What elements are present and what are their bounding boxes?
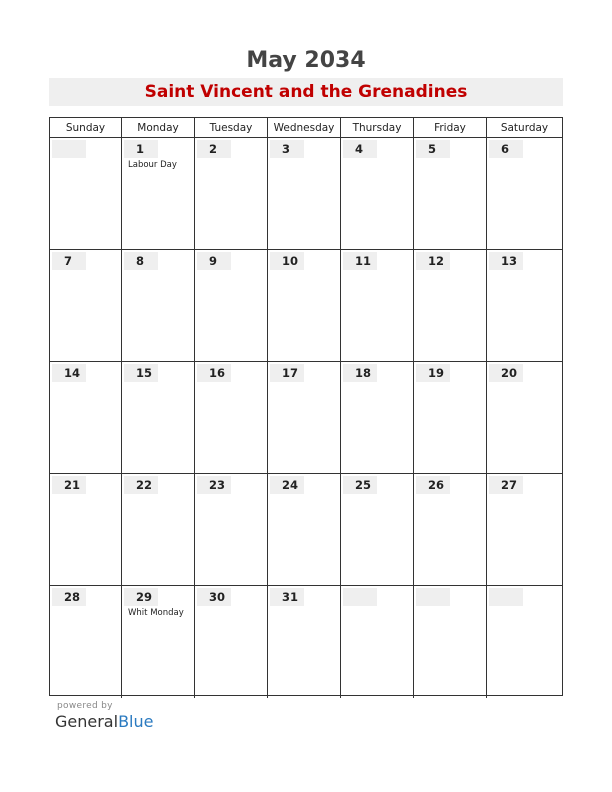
- day-cell: [122, 474, 195, 585]
- day-cell: [122, 362, 195, 473]
- day-cell: [341, 586, 414, 698]
- day-number: 15: [124, 364, 158, 382]
- day-number: 10: [270, 252, 304, 270]
- day-number: 23: [197, 476, 231, 494]
- day-cell: [122, 586, 195, 698]
- day-cell: [122, 138, 195, 249]
- day-cell: [195, 362, 268, 473]
- day-cell: [50, 362, 122, 473]
- day-number: 8: [124, 252, 158, 270]
- day-number: 6: [489, 140, 523, 158]
- day-number: 19: [416, 364, 450, 382]
- day-cell: [341, 362, 414, 473]
- weekday-wednesday: Wednesday: [268, 118, 341, 137]
- day-cell: [268, 250, 341, 361]
- day-cell: [195, 586, 268, 698]
- day-number: 2: [197, 140, 231, 158]
- day-cell: [414, 474, 487, 585]
- day-number: 18: [343, 364, 377, 382]
- weekday-monday: Monday: [122, 118, 195, 137]
- day-number: 27: [489, 476, 523, 494]
- day-number: [343, 588, 377, 606]
- day-cell: [50, 586, 122, 698]
- day-cell: [268, 362, 341, 473]
- day-cell: [268, 474, 341, 585]
- brand-blue-text: Blue: [118, 712, 154, 731]
- day-cell: [487, 474, 562, 585]
- weekday-friday: Friday: [414, 118, 487, 137]
- week-row: [50, 138, 562, 250]
- generalblue-logo: [55, 712, 153, 731]
- day-number: 14: [52, 364, 86, 382]
- day-cell: [487, 250, 562, 361]
- day-cell: [487, 138, 562, 249]
- country-banner: Saint Vincent and the Grenadines: [49, 78, 563, 106]
- holiday-label: Whit Monday: [128, 608, 184, 618]
- day-number: 13: [489, 252, 523, 270]
- weekday-sunday: Sunday: [50, 118, 122, 137]
- week-row: [50, 250, 562, 362]
- day-number: 29: [124, 588, 158, 606]
- day-number: 9: [197, 252, 231, 270]
- day-cell: [50, 474, 122, 585]
- weekday-tuesday: Tuesday: [195, 118, 268, 137]
- day-number: 20: [489, 364, 523, 382]
- week-row: [50, 362, 562, 474]
- day-cell: [341, 138, 414, 249]
- day-cell: [414, 586, 487, 698]
- weekday-header-row: [50, 118, 562, 138]
- day-number: 26: [416, 476, 450, 494]
- day-number: 25: [343, 476, 377, 494]
- day-cell: [50, 250, 122, 361]
- day-cell: [268, 138, 341, 249]
- day-number: 11: [343, 252, 377, 270]
- day-cell: [50, 138, 122, 249]
- holiday-label: Labour Day: [128, 160, 177, 170]
- week-row: [50, 586, 562, 698]
- day-number: 1: [124, 140, 158, 158]
- day-number: 7: [52, 252, 86, 270]
- day-number: [489, 588, 523, 606]
- day-number: 30: [197, 588, 231, 606]
- day-number: 28: [52, 588, 86, 606]
- weekday-saturday: Saturday: [500, 122, 549, 134]
- day-cell: [195, 138, 268, 249]
- day-number: 31: [270, 588, 304, 606]
- day-number: [52, 140, 86, 158]
- day-number: 24: [270, 476, 304, 494]
- day-number: 22: [124, 476, 158, 494]
- day-cell: [341, 250, 414, 361]
- calendar-title: May 2034: [246, 48, 366, 73]
- day-cell: [487, 586, 562, 698]
- day-cell: [414, 362, 487, 473]
- weekday-thursday: Thursday: [341, 118, 414, 137]
- day-number: 12: [416, 252, 450, 270]
- day-cell: [268, 586, 341, 698]
- day-cell: [122, 250, 195, 361]
- day-number: 17: [270, 364, 304, 382]
- day-number: 4: [343, 140, 377, 158]
- brand-general-text: General: [55, 712, 119, 731]
- day-number: 5: [416, 140, 450, 158]
- day-cell: [341, 474, 414, 585]
- day-cell: [414, 138, 487, 249]
- day-cell: [195, 474, 268, 585]
- day-number: 16: [197, 364, 231, 382]
- week-row: [50, 474, 562, 586]
- calendar-grid: [49, 117, 563, 696]
- day-number: 21: [52, 476, 86, 494]
- day-cell: [487, 362, 562, 473]
- day-number: [416, 588, 450, 606]
- day-number: 3: [270, 140, 304, 158]
- powered-by-label: powered by: [57, 701, 113, 711]
- day-cell: [195, 250, 268, 361]
- day-cell: [414, 250, 487, 361]
